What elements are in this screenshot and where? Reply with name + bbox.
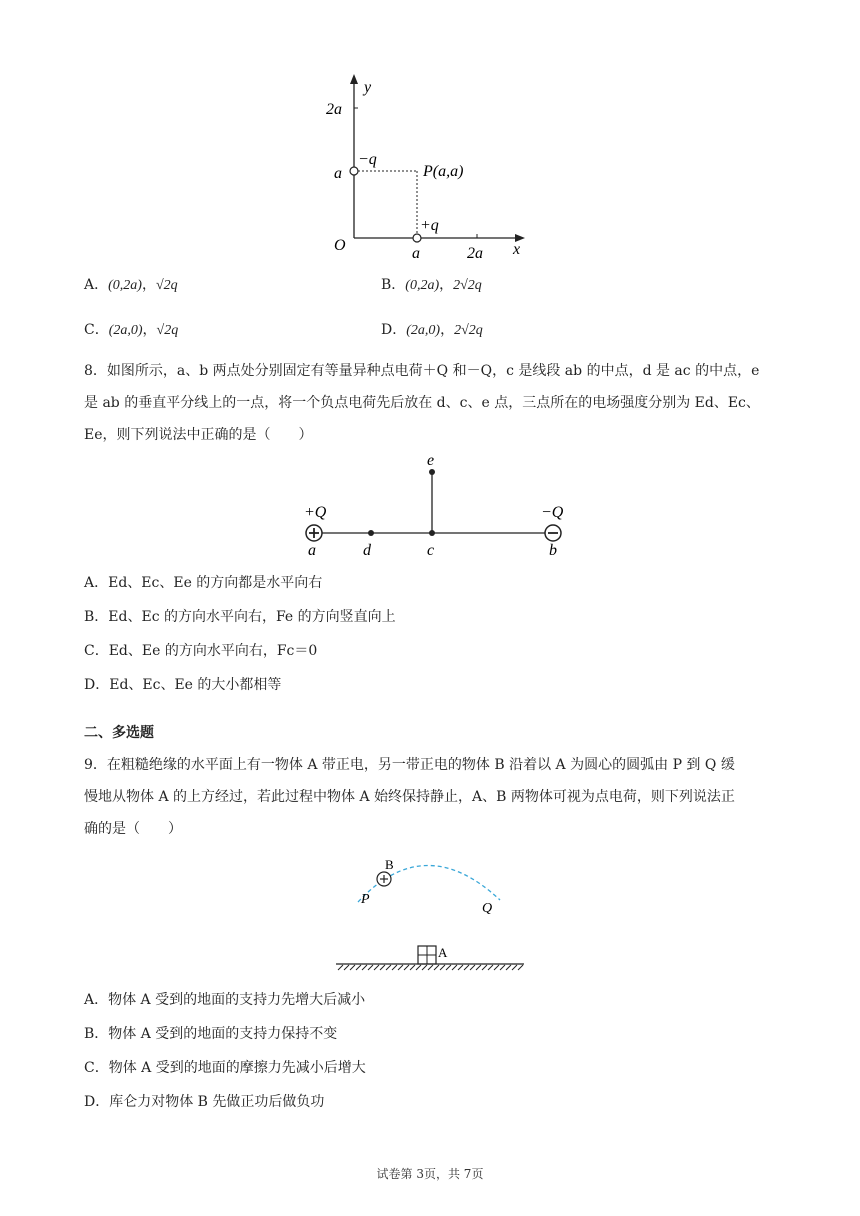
option-magnitude: 2√2q [454, 323, 483, 338]
point-b-label: b [549, 542, 557, 559]
q9-option-b[interactable]: B．物体 A 受到的地面的支持力保持不变 [84, 1026, 338, 1042]
page-footer: 试卷第 3页，共 7页 [376, 1167, 484, 1181]
point-d-label: d [363, 542, 371, 559]
option-letter: A． [84, 277, 109, 293]
q7-option-c[interactable]: C．(2a,0)，√2q [84, 322, 179, 338]
q7-option-a[interactable]: A．(0,2a)，√2q [84, 277, 178, 293]
option-magnitude: √2q [155, 278, 178, 293]
option-letter: B． [381, 277, 406, 293]
positive-charge-label: +q [420, 217, 439, 234]
option-magnitude: √2q [156, 323, 179, 338]
q8-stem-line-2: 是 ab 的垂直平分线上的一点，将一个负点电荷先后放在 d、c、e 点，三点所在的电场强度分别为 Ed、Ec、 [84, 395, 760, 411]
section-heading: 二、多选题 [84, 725, 154, 741]
q8-dipole-figure [295, 450, 575, 560]
q8-stem [84, 355, 784, 451]
y-tick-a: a [334, 165, 342, 182]
q9-option-d[interactable]: D．库仑力对物体 B 先做正功后做负功 [84, 1094, 325, 1110]
q9-stem-line-2: 慢地从物体 A 的上方经过，若此过程中物体 A 始终保持静止，A、B 两物体可视为点电荷，则下列说法正 [84, 789, 735, 805]
q8-option-d[interactable]: D．Ed、Ec、Ee 的大小都相等 [84, 677, 282, 693]
q9-option-a[interactable]: A．物体 A 受到的地面的支持力先增大后减小 [84, 992, 366, 1008]
q8-stem-line-3: Ee，则下列说法中正确的是（ ） [84, 427, 313, 443]
option-coord: (2a,0) [406, 323, 441, 338]
x-tick-2a: 2a [467, 245, 483, 262]
negative-charge-label: −q [358, 151, 377, 168]
point-c-label: c [427, 542, 435, 559]
option-coord: (2a,0) [108, 323, 143, 338]
q8-option-a[interactable]: A．Ed、Ec、Ee 的方向都是水平向右 [84, 575, 323, 591]
x-axis-label: x [513, 241, 521, 258]
point-p-label: P(a,a) [423, 163, 464, 180]
q9-stem [84, 749, 784, 845]
q9-option-c[interactable]: C．物体 A 受到的地面的摩擦力先减小后增大 [84, 1060, 366, 1076]
q8-option-b[interactable]: B．Ed、Ec 的方向水平向右，Fe 的方向竖直向上 [84, 609, 396, 625]
q7-coordinate-figure [320, 70, 540, 270]
point-q-label: Q [482, 901, 493, 916]
q9-stem-line-1: 9．在粗糙绝缘的水平面上有一物体 A 带正电，另一带正电的物体 B 沿着以 A 为圆心的圆弧由 P 到 Q 缓 [84, 757, 735, 773]
y-tick-2a: 2a [326, 101, 342, 118]
negative-charge-label: −Q [541, 504, 564, 521]
object-a-label: A [438, 945, 448, 960]
x-tick-a: a [412, 245, 420, 262]
q7-option-d[interactable]: D．(2a,0)，2√2q [381, 322, 483, 338]
point-e-label: e [427, 452, 435, 469]
option-coord: (0,2a) [108, 278, 142, 293]
option-coord: (0,2a) [405, 278, 440, 293]
point-p-label: P [361, 892, 370, 907]
positive-charge-label: +Q [304, 504, 327, 521]
option-letter: D． [381, 322, 407, 338]
q8-stem-line-1: 8．如图所示，a、b 两点处分别固定有等量异种点电荷＋Q 和－Q，c 是线段 ab 的中点，d 是 ac 的中点，e [84, 363, 760, 379]
object-b-label: B [385, 857, 394, 872]
q9-stem-line-3: 确的是（ ） [84, 821, 182, 837]
q7-option-b[interactable]: B．(0,2a)，2√2q [381, 277, 482, 293]
point-a-label: a [308, 542, 316, 559]
y-axis-label: y [364, 79, 372, 96]
option-letter: C． [84, 322, 109, 338]
q9-arc-figure [330, 850, 530, 976]
origin-label: O [334, 237, 346, 254]
option-magnitude: 2√2q [453, 278, 482, 293]
q8-option-c[interactable]: C．Ed、Ee 的方向水平向右，Fc＝0 [84, 643, 318, 659]
